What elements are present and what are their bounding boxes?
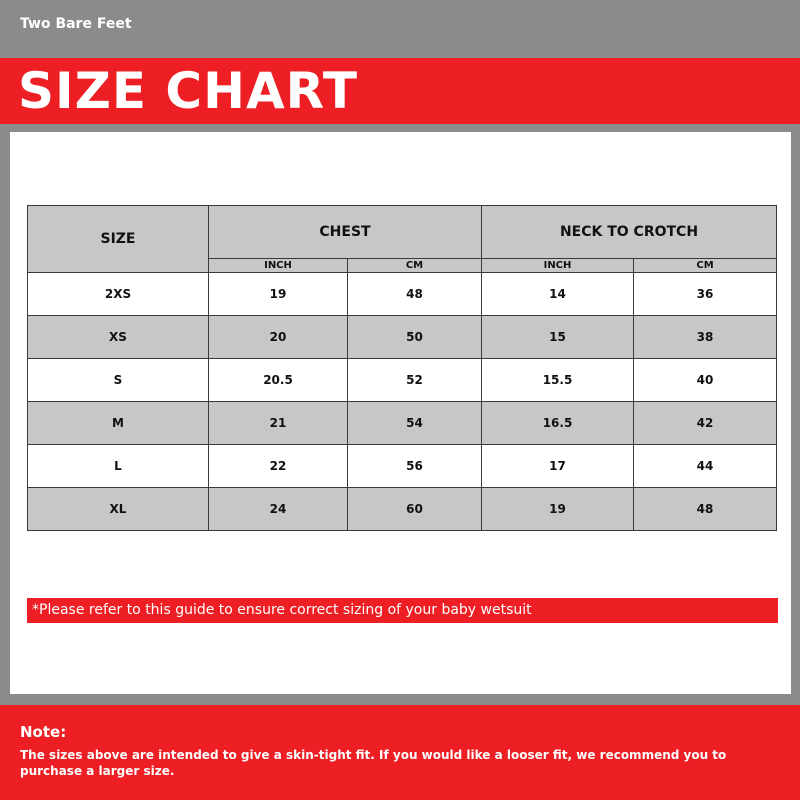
cell-chest-cm: 50 — [348, 316, 482, 359]
cell-ntc-inch: 17 — [482, 445, 634, 488]
cell-ntc-cm: 36 — [634, 273, 777, 316]
table-row — [28, 316, 777, 359]
title-band — [0, 58, 800, 124]
cell-size: XL — [28, 488, 209, 531]
page-title: SIZE CHART — [18, 62, 359, 120]
note-title: Note: — [20, 723, 67, 741]
cell-size: 2XS — [28, 273, 209, 316]
table-row — [28, 488, 777, 531]
cell-chest-cm: 60 — [348, 488, 482, 531]
table-row — [28, 402, 777, 445]
header-chest: CHEST — [209, 206, 482, 259]
cell-chest-inch: 20.5 — [209, 359, 348, 402]
content-panel — [10, 132, 791, 694]
note-text: The sizes above are intended to give a skin-tight fit. If you would like a looser fit, we recommend you to purchase a larger size. — [20, 748, 727, 778]
cell-ntc-inch: 19 — [482, 488, 634, 531]
cell-chest-inch: 21 — [209, 402, 348, 445]
cell-ntc-inch: 16.5 — [482, 402, 634, 445]
table-row — [28, 273, 777, 316]
subheader-ntc-inch: INCH — [482, 259, 634, 273]
cell-chest-cm: 56 — [348, 445, 482, 488]
cell-ntc-inch: 15 — [482, 316, 634, 359]
sizing-notice: *Please refer to this guide to ensure correct sizing of your baby wetsuit — [27, 598, 778, 623]
header-size: SIZE — [28, 206, 209, 273]
cell-ntc-cm: 40 — [634, 359, 777, 402]
cell-chest-inch: 22 — [209, 445, 348, 488]
cell-chest-cm: 54 — [348, 402, 482, 445]
cell-ntc-cm: 44 — [634, 445, 777, 488]
cell-chest-cm: 52 — [348, 359, 482, 402]
note-band — [0, 705, 800, 800]
cell-size: S — [28, 359, 209, 402]
cell-ntc-cm: 38 — [634, 316, 777, 359]
cell-size: M — [28, 402, 209, 445]
cell-ntc-cm: 48 — [634, 488, 777, 531]
table-row — [28, 445, 777, 488]
table-row — [28, 359, 777, 402]
cell-chest-inch: 20 — [209, 316, 348, 359]
subheader-chest-cm: CM — [348, 259, 482, 273]
cell-chest-cm: 48 — [348, 273, 482, 316]
cell-ntc-inch: 15.5 — [482, 359, 634, 402]
cell-ntc-inch: 14 — [482, 273, 634, 316]
table-header-row — [28, 206, 777, 259]
cell-chest-inch: 24 — [209, 488, 348, 531]
brand-name: Two Bare Feet — [20, 16, 132, 32]
header-neck-to-crotch: NECK TO CROTCH — [482, 206, 777, 259]
cell-size: L — [28, 445, 209, 488]
subheader-chest-inch: INCH — [209, 259, 348, 273]
size-table — [27, 205, 777, 531]
cell-ntc-cm: 42 — [634, 402, 777, 445]
subheader-ntc-cm: CM — [634, 259, 777, 273]
cell-size: XS — [28, 316, 209, 359]
cell-chest-inch: 19 — [209, 273, 348, 316]
top-bar — [0, 0, 800, 58]
